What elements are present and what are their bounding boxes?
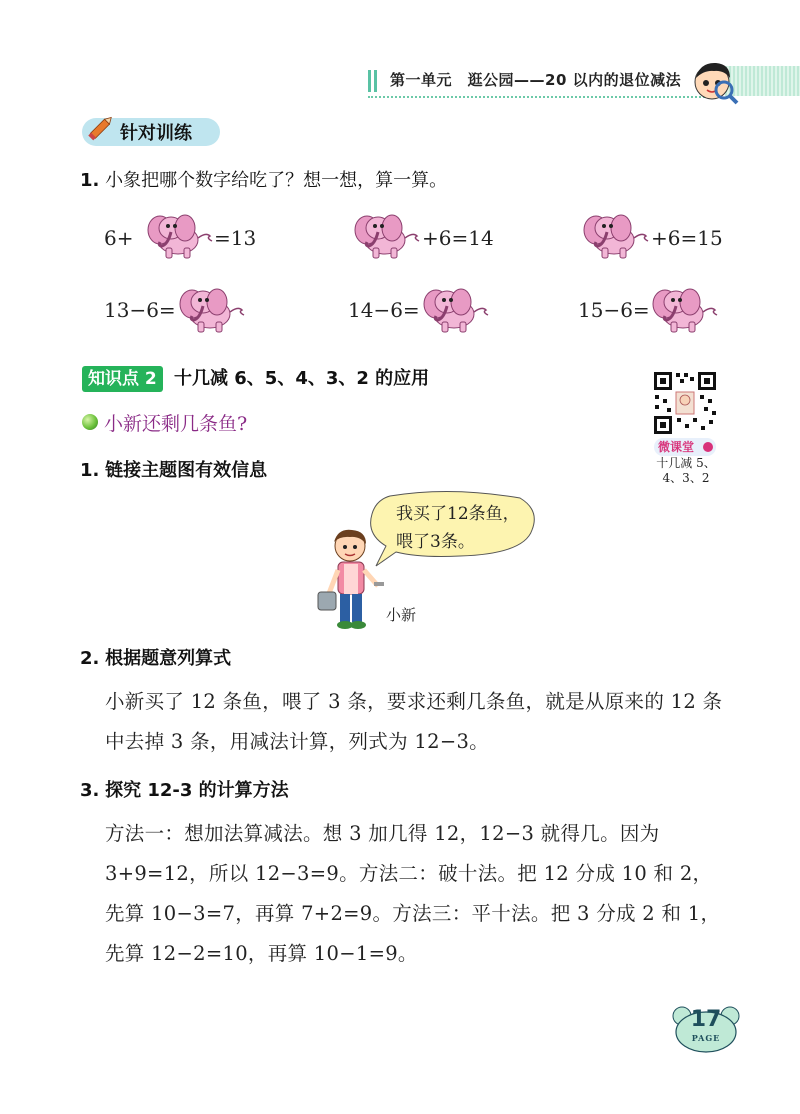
eq-2a-before: 13−6= — [104, 298, 176, 322]
play-icon — [703, 442, 713, 452]
pencil-icon — [86, 112, 116, 142]
step-1-num: 1. — [80, 460, 100, 481]
qr-caption-line2: 4、3、2 — [662, 471, 710, 485]
unit-title: 第一单元 逛公园——20 以内的退位减法 — [390, 71, 682, 89]
qr-caption — [648, 456, 724, 486]
topic-question: 小新还剩几条鱼? — [104, 413, 248, 435]
elephant-icon — [643, 282, 721, 336]
eq-1b-after: +6=14 — [422, 226, 494, 250]
micro-class-badge[interactable] — [654, 438, 716, 456]
speech-line-1: 我买了12条鱼， — [396, 504, 520, 524]
elephant-icon — [414, 282, 492, 336]
qr-code-icon[interactable] — [652, 370, 718, 436]
eq-1a-before: 6+ — [104, 226, 134, 250]
step-2-text: 根据题意列算式 — [105, 648, 232, 669]
header-bars — [368, 70, 380, 96]
step-2-num: 2. — [80, 648, 100, 669]
step-2-paragraph: 小新买了 12 条鱼，喂了 3 条，要求还剩几条鱼，就是从原来的 12 条中去掉 3 条，用减法计算，列式为 12−3。 — [105, 690, 723, 753]
step-3 — [80, 776, 289, 802]
micro-class-label: 微课堂 — [658, 440, 695, 454]
step-3-text: 探究 12-3 的计算方法 — [105, 780, 289, 801]
question-1-text: 小象把哪个数字给吃了？想一想，算一算。 — [105, 170, 448, 191]
elephant-icon — [138, 208, 216, 262]
boy-illustration — [316, 526, 390, 630]
question-1 — [80, 166, 447, 192]
step-1 — [80, 456, 267, 482]
speech-text — [396, 500, 520, 556]
knowledge-tag: 知识点 2 — [82, 366, 163, 392]
step-1-text: 链接主题图有效信息 — [105, 460, 268, 481]
elephant-icon — [345, 208, 423, 262]
step-3-paragraph: 方法一：想加法算减法。想 3 加几得 12，12−3 就得几。因为 3+9=12，所以 12−3=9。方法二：破十法。把 12 分成 10 和 2，先算 10−3=7，再算 7+2=9。方法三：平十法。把 3 分成 2 和 1，先算 12−2=10，再算 10−1=9。 — [105, 822, 721, 965]
page-word: PAGE — [691, 1033, 721, 1043]
page-number: 17 — [690, 1007, 722, 1032]
elephant-icon — [170, 282, 248, 336]
step-3-num: 3. — [80, 780, 100, 801]
header-divider — [368, 96, 713, 98]
speech-line-2: 喂了3条。 — [396, 532, 475, 552]
step-2 — [80, 644, 231, 670]
eq-2b-before: 14−6= — [348, 298, 420, 322]
knowledge-title: 十几减 6、5、4、3、2 的应用 — [174, 368, 430, 389]
boy-name: 小新 — [386, 606, 417, 624]
eq-1a-after: =13 — [214, 226, 257, 250]
eq-2c-before: 15−6= — [578, 298, 650, 322]
qr-caption-line1: 十几减 5、 — [656, 456, 716, 470]
eq-1c-after: +6=15 — [651, 226, 723, 250]
question-1-num: 1. — [80, 170, 100, 191]
mascot-icon — [690, 58, 740, 108]
elephant-icon — [574, 208, 652, 262]
green-ball-icon — [82, 414, 98, 430]
section-label: 针对训练 — [120, 123, 192, 144]
